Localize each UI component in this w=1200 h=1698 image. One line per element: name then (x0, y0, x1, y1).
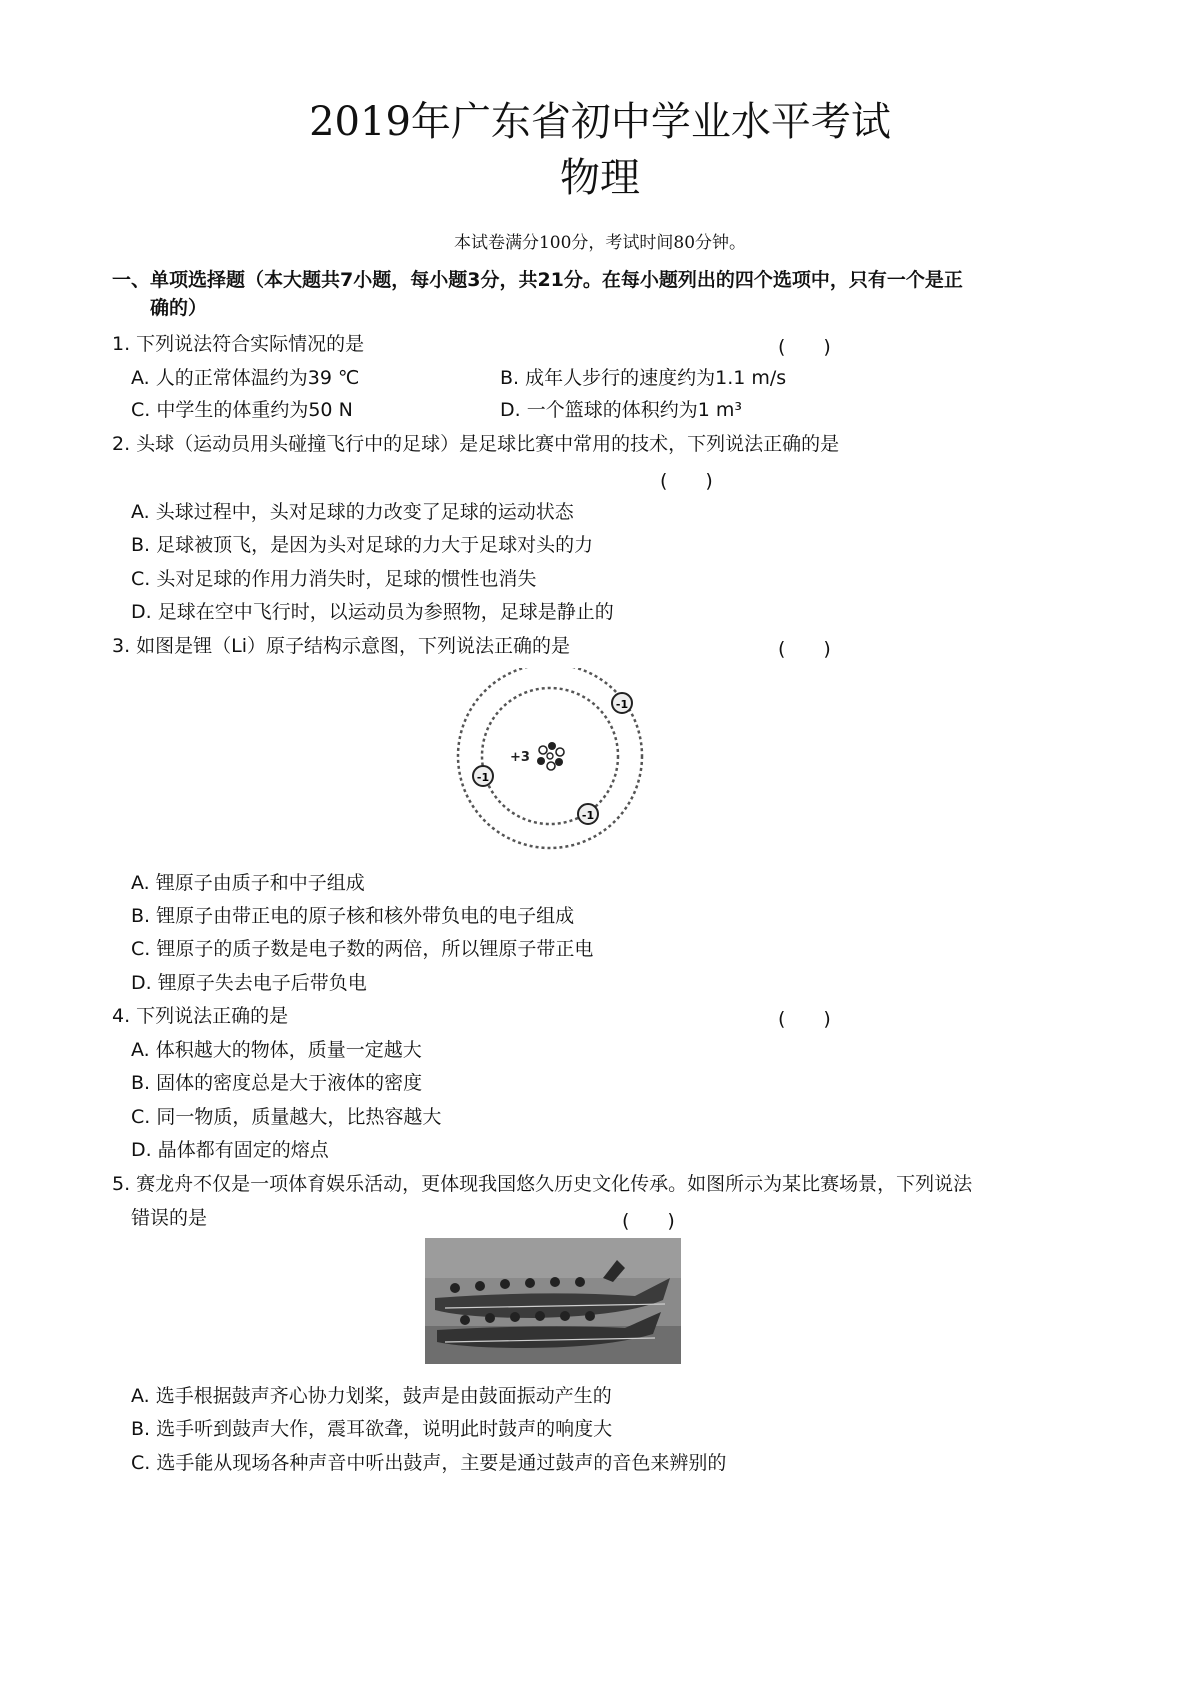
q4-option-a: A. 体积越大的物体，质量一定越大 (131, 1039, 422, 1061)
q2-option-c: C. 头对足球的作用力消失时，足球的惯性也消失 (131, 568, 537, 590)
q2-answer-paren: ( ) (660, 470, 713, 492)
electron-icon (612, 693, 632, 713)
nucleus-charge-label: +3 (510, 750, 530, 765)
q4-option-d: D. 晶体都有固定的熔点 (131, 1139, 329, 1161)
nucleus-particles-icon (537, 742, 564, 770)
q4-answer-paren: ( ) (778, 1008, 831, 1030)
exam-title: 2019年广东省初中学业水平考试 (309, 99, 891, 145)
section-heading-line1: 一、单项选择题（本大题共7小题，每小题3分，共21分。在每小题列出的四个选项中，只有一个是正 (112, 269, 963, 291)
q2-stem: 2. 头球（运动员用头碰撞飞行中的足球）是足球比赛中常用的技术，下列说法正确的是 (112, 433, 840, 455)
svg-text:-1: -1 (476, 771, 490, 784)
q3-stem: 3. 如图是锂（Li）原子结构示意图，下列说法正确的是 (112, 635, 571, 657)
q2-option-d: D. 足球在空中飞行时，以运动员为参照物，足球是静止的 (131, 601, 614, 623)
q5-option-a: A. 选手根据鼓声齐心协力划桨，鼓声是由鼓面振动产生的 (131, 1385, 612, 1407)
q3-option-b: B. 锂原子由带正电的原子核和核外带负电的电子组成 (131, 905, 575, 927)
dragon-boat-race-image (425, 1238, 681, 1364)
section-heading-line2: 确的） (150, 297, 208, 319)
q3-option-d: D. 锂原子失去电子后带负电 (131, 972, 367, 994)
lithium-atom-diagram (440, 668, 660, 868)
q4-option-b: B. 固体的密度总是大于液体的密度 (131, 1072, 423, 1094)
q2-option-b: B. 足球被顶飞，是因为头对足球的力大于足球对头的力 (131, 534, 594, 556)
subject-title: 物理 (560, 155, 640, 201)
q2-option-a: A. 头球过程中，头对足球的力改变了足球的运动状态 (131, 501, 574, 523)
exam-note: 本试卷满分100分，考试时间80分钟。 (453, 233, 747, 253)
q5-answer-paren: ( ) (622, 1210, 675, 1232)
q4-option-c: C. 同一物质，质量越大，比热容越大 (131, 1106, 442, 1128)
q4-stem: 4. 下列说法正确的是 (112, 1005, 289, 1027)
q5-stem-line1: 5. 赛龙舟不仅是一项体育娱乐活动，更体现我国悠久历史文化传承。如图所示为某比赛场景，下列说法 (112, 1173, 973, 1195)
q5-option-c: C. 选手能从现场各种声音中听出鼓声，主要是通过鼓声的音色来辨别的 (131, 1452, 727, 1474)
q3-answer-paren: ( ) (778, 638, 831, 660)
electron-icon (578, 804, 598, 824)
q1-option-c: C. 中学生的体重约为50 N (131, 399, 353, 421)
q1-option-b: B. 成年人步行的速度约为1.1 m/s (500, 367, 787, 389)
q1-answer-paren: ( ) (778, 336, 831, 358)
q1-stem: 1. 下列说法符合实际情况的是 (112, 333, 365, 355)
q1-option-d: D. 一个篮球的体积约为1 m³ (500, 399, 742, 421)
electron-icon (473, 766, 493, 786)
q3-option-a: A. 锂原子由质子和中子组成 (131, 872, 365, 894)
q1-option-a: A. 人的正常体温约为39 ℃ (131, 367, 360, 389)
svg-text:-1: -1 (581, 809, 595, 822)
q5-option-b: B. 选手听到鼓声大作，震耳欲聋，说明此时鼓声的响度大 (131, 1418, 613, 1440)
q5-stem-line2: 错误的是 (131, 1207, 208, 1229)
svg-text:-1: -1 (615, 698, 629, 711)
q3-option-c: C. 锂原子的质子数是电子数的两倍，所以锂原子带正电 (131, 938, 594, 960)
